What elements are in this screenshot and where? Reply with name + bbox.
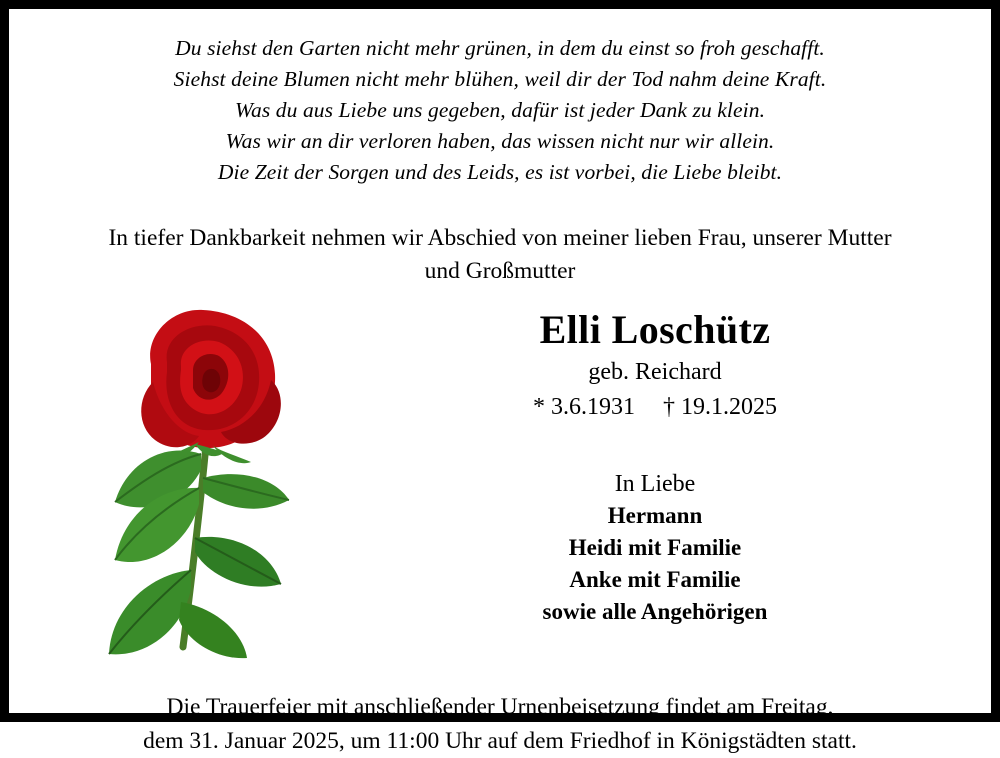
poem-line: Siehst deine Blumen nicht mehr blühen, weil dir der Tod nahm deine Kraft. (173, 67, 827, 91)
deceased-name: Elli Loschütz (539, 307, 771, 352)
maiden-name: geb. Reichard (588, 359, 722, 385)
poem-line: Was wir an dir verloren haben, das wissen nicht nur wir allein. (225, 129, 775, 153)
death-date: † 19.1.2025 (663, 394, 777, 420)
red-rose-image (75, 302, 345, 662)
obituary-inner (9, 9, 991, 754)
mourner-name: Hermann (607, 503, 703, 528)
mourner-name: Heidi mit Familie (568, 535, 742, 560)
body-area (33, 294, 967, 674)
poem-line: Du siehst den Garten nicht mehr grünen, in dem du einst so froh geschafft. (175, 36, 825, 60)
funeral-line-2: dem 31. Januar 2025, um 11:00 Uhr auf dem Friedhof in Königstädten statt. (143, 728, 857, 754)
intro-text (33, 222, 967, 288)
poem-line: Die Zeit der Sorgen und des Leids, es ist vorbei, die Liebe bleibt. (217, 160, 783, 184)
funeral-details (33, 690, 967, 758)
mourner-name: Anke mit Familie (569, 567, 741, 592)
intro-line-2: und Großmutter (424, 258, 576, 284)
life-dates (353, 390, 957, 424)
poem-block (33, 33, 967, 188)
deceased-block (353, 304, 957, 628)
mourners-heading: In Liebe (614, 471, 696, 497)
poem-line: Was du aus Liebe uns gegeben, dafür ist jeder Dank zu klein. (234, 98, 766, 122)
birth-date: * 3.6.1931 (533, 394, 635, 420)
funeral-line-1: Die Trauerfeier mit anschließender Urnenbeisetzung findet am Freitag, (166, 694, 834, 720)
intro-line-1: In tiefer Dankbarkeit nehmen wir Abschied von meiner lieben Frau, unserer Mutter (108, 225, 892, 251)
mourner-name: sowie alle Angehörigen (542, 599, 768, 624)
